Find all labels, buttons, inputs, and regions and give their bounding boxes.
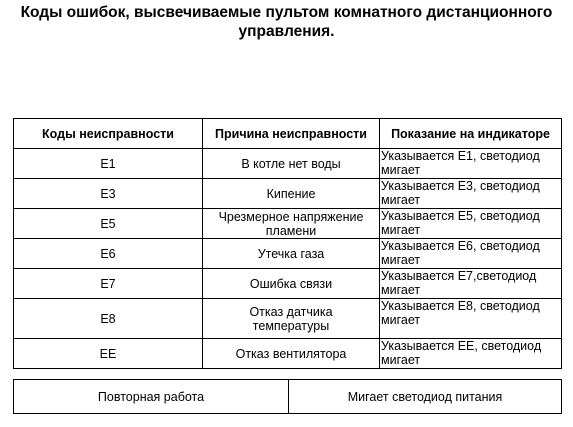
table-row [14, 269, 562, 299]
table-footer-row [14, 380, 562, 414]
fault-cause-cell: Ошибка связи [203, 269, 380, 299]
indicator-text-line-2: мигает [381, 283, 421, 297]
error-code-cell: EE [14, 339, 203, 369]
indicator-text-line-1: Указывается EE, светодиод [381, 339, 542, 353]
page-title-line-2: управления. [238, 23, 335, 40]
footer-power-led-cell: Мигает светодиод питания [289, 380, 562, 414]
fault-cause-line-2: пламени [265, 223, 317, 238]
table-row [14, 339, 562, 369]
error-code-cell: E7 [14, 269, 203, 299]
table-row [14, 179, 562, 209]
indicator-display-cell [380, 269, 562, 299]
fault-cause-cell [203, 299, 380, 339]
error-code-cell: E6 [14, 239, 203, 269]
indicator-text-line-2: мигает [381, 353, 421, 367]
indicator-text-line-2: мигает [381, 253, 421, 267]
fault-cause-cell: Отказ вентилятора [203, 339, 380, 369]
error-code-cell: E3 [14, 179, 203, 209]
indicator-text-line-1: Указывается E1, светодиод [381, 149, 540, 163]
table-row [14, 299, 562, 339]
error-code-cell: E5 [14, 209, 203, 239]
indicator-display-cell [380, 149, 562, 179]
table-row [14, 149, 562, 179]
fault-cause-cell: Утечка газа [203, 239, 380, 269]
indicator-display-cell [380, 339, 562, 369]
indicator-display-cell [380, 179, 562, 209]
indicator-display-cell [380, 209, 562, 239]
page-title [0, 3, 573, 41]
indicator-text-line-1: Указывается E3, светодиод [381, 179, 540, 193]
footer-table [13, 379, 562, 414]
page-title-line-1: Коды ошибок, высвечиваемые пультом комнатного дистанционного [20, 4, 553, 21]
error-codes-table [13, 118, 562, 369]
header-fault-cause: Причина неисправности [203, 119, 380, 149]
indicator-text-line-1: Указывается E6, светодиод [381, 239, 540, 253]
fault-cause-line-1: Отказ датчика [249, 304, 333, 319]
error-code-cell: E8 [14, 299, 203, 339]
indicator-text-line-2: мигает [381, 223, 421, 237]
fault-cause-line-1: Чрезмерное напряжение [218, 209, 364, 224]
header-indicator-display: Показание на индикаторе [380, 119, 562, 149]
indicator-text-line-2: мигает [381, 313, 421, 327]
table-row [14, 239, 562, 269]
table-header-row [14, 119, 562, 149]
indicator-text-line-1: Указывается E5, светодиод [381, 209, 540, 223]
footer-repeat-operation-cell: Повторная работа [14, 380, 289, 414]
indicator-text-line-2: мигает [381, 163, 421, 177]
indicator-display-cell [380, 299, 562, 339]
table-row [14, 209, 562, 239]
fault-cause-cell [203, 209, 380, 239]
indicator-display-cell [380, 239, 562, 269]
fault-cause-line-2: температуры [252, 318, 330, 333]
fault-cause-cell: В котле нет воды [203, 149, 380, 179]
indicator-text-line-2: мигает [381, 193, 421, 207]
indicator-text-line-1: Указывается E8, светодиод [381, 299, 540, 313]
indicator-text-line-1: Указывается E7,светодиод [381, 269, 537, 283]
header-error-code: Коды неисправности [14, 119, 203, 149]
fault-cause-cell: Кипение [203, 179, 380, 209]
error-code-cell: E1 [14, 149, 203, 179]
